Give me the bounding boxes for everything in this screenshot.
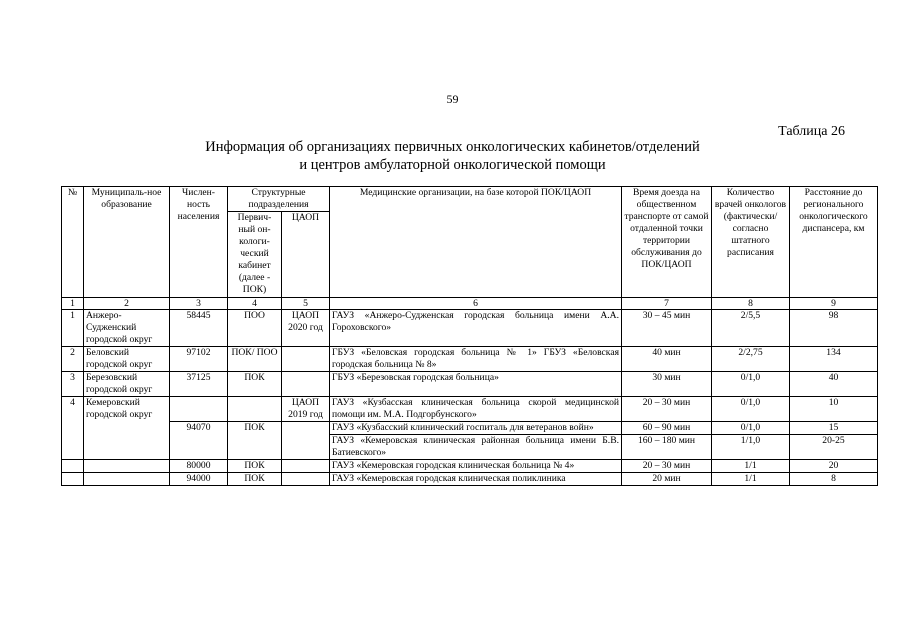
- pok-cell: ПОК: [228, 473, 282, 486]
- col-number: 4: [228, 298, 282, 310]
- organization: ГБУЗ «Березовская городская больница»: [330, 372, 622, 397]
- row-no: 4: [62, 397, 84, 460]
- municipality: Анжеро-Судженский городской округ: [84, 310, 170, 347]
- caop-cell: ЦАОП 2020 год: [282, 310, 330, 347]
- pok-cell: ПОК/ ПОО: [228, 347, 282, 372]
- caop-cell: [282, 473, 330, 486]
- table-row: [62, 372, 878, 397]
- document-title: [0, 138, 905, 174]
- column-numbers-row: [62, 298, 878, 310]
- row-no: [62, 460, 84, 473]
- oncology-organizations-table: [61, 186, 878, 486]
- doctors: 2/2,75: [712, 347, 790, 372]
- col-number: 5: [282, 298, 330, 310]
- organization: ГАУЗ «Кемеровская городская клиническая поликлиника: [330, 473, 622, 486]
- doctors: 0/1,0: [712, 372, 790, 397]
- header-distance: Расстояние до регионального онкологического диспансера, км: [790, 187, 878, 298]
- travel-time: 30 – 45 мин: [622, 310, 712, 347]
- population: 58445: [170, 310, 228, 347]
- pok-cell: ПОК: [228, 422, 282, 460]
- table-row: [62, 347, 878, 372]
- population: 80000: [170, 460, 228, 473]
- table-row: [62, 422, 878, 435]
- header-organization: Медицинские организации, на базе которой ПОК/ЦАОП: [330, 187, 622, 298]
- doctors: 1/1,0: [712, 435, 790, 460]
- row-no: [62, 473, 84, 486]
- caop-cell: [282, 372, 330, 397]
- table-label: Таблица 26: [778, 124, 845, 139]
- population: 37125: [170, 372, 228, 397]
- header-caop: ЦАОП: [282, 212, 330, 298]
- header-doctors: Количество врачей онкологов (фактически/ согласно штатного расписания: [712, 187, 790, 298]
- doctors: 0/1,0: [712, 397, 790, 422]
- pok-cell: ПОО: [228, 310, 282, 347]
- organization: ГАУЗ «Анжеро-Судженская городская больница имени А.А. Гороховского»: [330, 310, 622, 347]
- row-no: 1: [62, 310, 84, 347]
- col-number: 9: [790, 298, 878, 310]
- population: 94070: [170, 422, 228, 460]
- row-no: 3: [62, 372, 84, 397]
- organization: ГБУЗ «Беловская городская больница № 1» ГБУЗ «Беловская городская больница № 8»: [330, 347, 622, 372]
- header-travel-time: Время доезда на общественном транспорте от самой отдаленной точки территории обслуживания до ПОК/ЦАОП: [622, 187, 712, 298]
- col-number: 8: [712, 298, 790, 310]
- header-pok: Первич-ный он-кологи-ческий кабинет (далее - ПОК): [228, 212, 282, 298]
- caop-cell: [282, 347, 330, 372]
- travel-time: 20 – 30 мин: [622, 460, 712, 473]
- col-number: 7: [622, 298, 712, 310]
- distance: 20-25: [790, 435, 878, 460]
- caop-cell: [282, 460, 330, 473]
- travel-time: 20 – 30 мин: [622, 397, 712, 422]
- municipality: Беловский городской округ: [84, 347, 170, 372]
- title-line-1: Информация об организациях первичных онкологических кабинетов/отделений: [205, 139, 700, 155]
- col-number: 1: [62, 298, 84, 310]
- distance: 98: [790, 310, 878, 347]
- population: 97102: [170, 347, 228, 372]
- distance: 15: [790, 422, 878, 435]
- col-number: 3: [170, 298, 228, 310]
- table-row: [62, 473, 878, 486]
- travel-time: 60 – 90 мин: [622, 422, 712, 435]
- pok-cell: [228, 397, 282, 422]
- caop-cell: [282, 422, 330, 460]
- header-no: №: [62, 187, 84, 298]
- caop-cell: ЦАОП 2019 год: [282, 397, 330, 422]
- page-number: 59: [446, 92, 459, 106]
- population: [170, 397, 228, 422]
- travel-time: 30 мин: [622, 372, 712, 397]
- header-municipality: Муниципаль-ное образование: [84, 187, 170, 298]
- doctors: 1/1: [712, 460, 790, 473]
- organization: ГАУЗ «Кемеровская клиническая районная больница имени Б.В. Батиевского»: [330, 435, 622, 460]
- distance: 10: [790, 397, 878, 422]
- municipality: [84, 473, 170, 486]
- distance: 134: [790, 347, 878, 372]
- table-row: [62, 310, 878, 347]
- pok-cell: ПОК: [228, 372, 282, 397]
- travel-time: 160 – 180 мин: [622, 435, 712, 460]
- organization: ГАУЗ «Кемеровская городская клиническая больница № 4»: [330, 460, 622, 473]
- distance: 20: [790, 460, 878, 473]
- title-line-2: и центров амбулаторной онкологической помощи: [299, 157, 606, 173]
- pok-cell: ПОК: [228, 460, 282, 473]
- row-no: 2: [62, 347, 84, 372]
- municipality: Кемеровский городской округ: [84, 397, 170, 460]
- organization: ГАУЗ «Кузбасский клинический госпиталь для ветеранов войн»: [330, 422, 622, 435]
- travel-time: 40 мин: [622, 347, 712, 372]
- organization: ГАУЗ «Кузбасская клиническая больница скорой медицинской помощи им. М.А. Подгорбунского»: [330, 397, 622, 422]
- doctors: 1/1: [712, 473, 790, 486]
- distance: 8: [790, 473, 878, 486]
- municipality: [84, 460, 170, 473]
- col-number: 6: [330, 298, 622, 310]
- table-row: [62, 460, 878, 473]
- header-population: Числен-ность населения: [170, 187, 228, 298]
- header-structural: Структурные подразделения: [228, 187, 330, 212]
- travel-time: 20 мин: [622, 473, 712, 486]
- table-row: [62, 397, 878, 422]
- distance: 40: [790, 372, 878, 397]
- doctors: 0/1,0: [712, 422, 790, 435]
- population: 94000: [170, 473, 228, 486]
- doctors: 2/5,5: [712, 310, 790, 347]
- col-number: 2: [84, 298, 170, 310]
- municipality: Березовский городской округ: [84, 372, 170, 397]
